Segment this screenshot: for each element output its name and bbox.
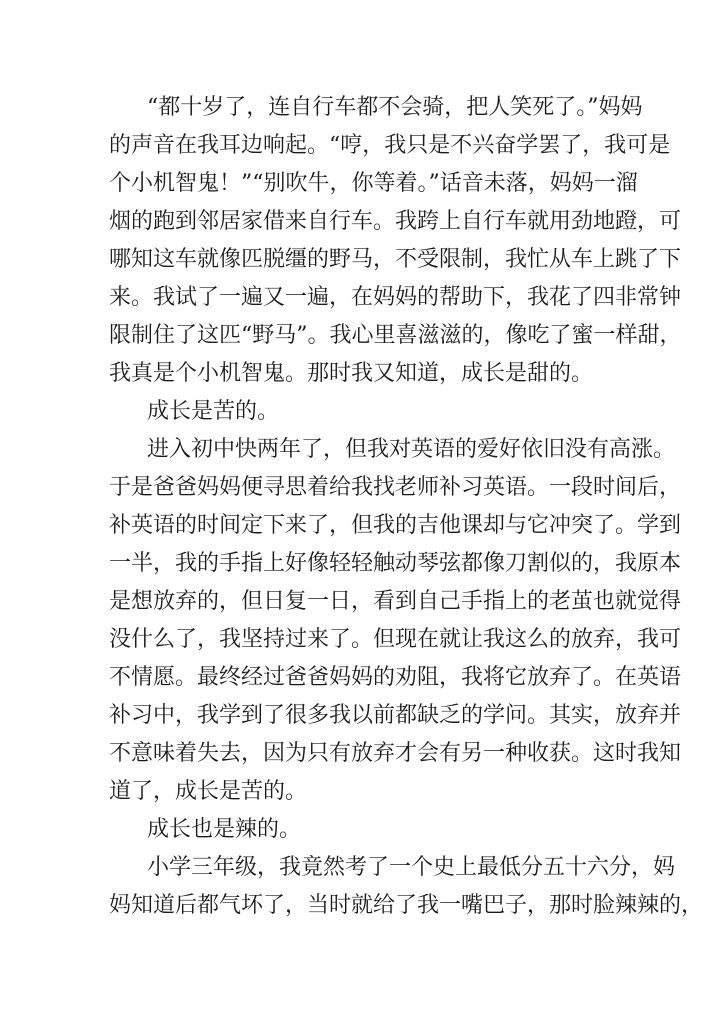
text-line: 一半，我的手指上好像轻轻触动琴弦都像刀割似的，我原本	[109, 551, 682, 576]
text-line: 补英语的时间定下来了，但我的吉他课却与它冲突了。学到	[109, 513, 682, 538]
text-line: 哪知这车就像匹脱缰的野马，不受限制，我忙从车上跳了下	[109, 247, 682, 272]
text-line: 不意味着失去，因为只有放弃才会有另一种收获。这时我知	[109, 741, 682, 766]
text-line: 没什么了，我坚持过来了。但现在就让我这么的放弃，我可	[109, 627, 682, 652]
text-line: “都十岁了，连自行车都不会骑，把人笑死了。”妈妈	[147, 95, 643, 120]
text-line: 烟的跑到邻居家借来自行车。我跨上自行车就用劲地蹬，可	[109, 209, 682, 234]
text-line: 进入初中快两年了，但我对英语的爱好依旧没有高涨。	[147, 437, 676, 462]
text-line: 小学三年级，我竟然考了一个史上最低分五十六分，妈	[147, 855, 676, 880]
text-line: 的声音在我耳边响起。“哼，我只是不兴奋学罢了，我可是	[109, 133, 671, 158]
text-line: 补习中，我学到了很多我以前都缺乏的学问。其实，放弃并	[109, 703, 682, 728]
text-line: 于是爸爸妈妈便寻思着给我找老师补习英语。一段时间后，	[109, 475, 682, 500]
paragraph-heading-line: 成长是苦的。	[147, 399, 280, 424]
text-line: 不情愿。最终经过爸爸妈妈的劝阻，我将它放弃了。在英语	[109, 665, 682, 690]
text-line: 是想放弃的，但日复一日，看到自己手指上的老茧也就觉得	[109, 589, 682, 614]
text-line: 道了，成长是苦的。	[109, 779, 308, 804]
text-line: 我真是个小机智鬼。那时我又知道，成长是甜的。	[109, 361, 594, 386]
text-line: 妈知道后都气坏了，当时就给了我一嘴巴子，那时脸辣辣的，	[109, 893, 704, 918]
paragraph-heading-line: 成长也是辣的。	[147, 817, 302, 842]
text-line: 来。我试了一遍又一遍，在妈妈的帮助下，我花了四非常钟	[109, 285, 682, 310]
text-line: 个小机智鬼！”“别吹牛，你等着。”话音未落，妈妈一溜	[109, 171, 638, 196]
text-line: 限制住了这匹“野马”。我心里喜滋滋的，像吃了蜜一样甜，	[109, 323, 682, 348]
